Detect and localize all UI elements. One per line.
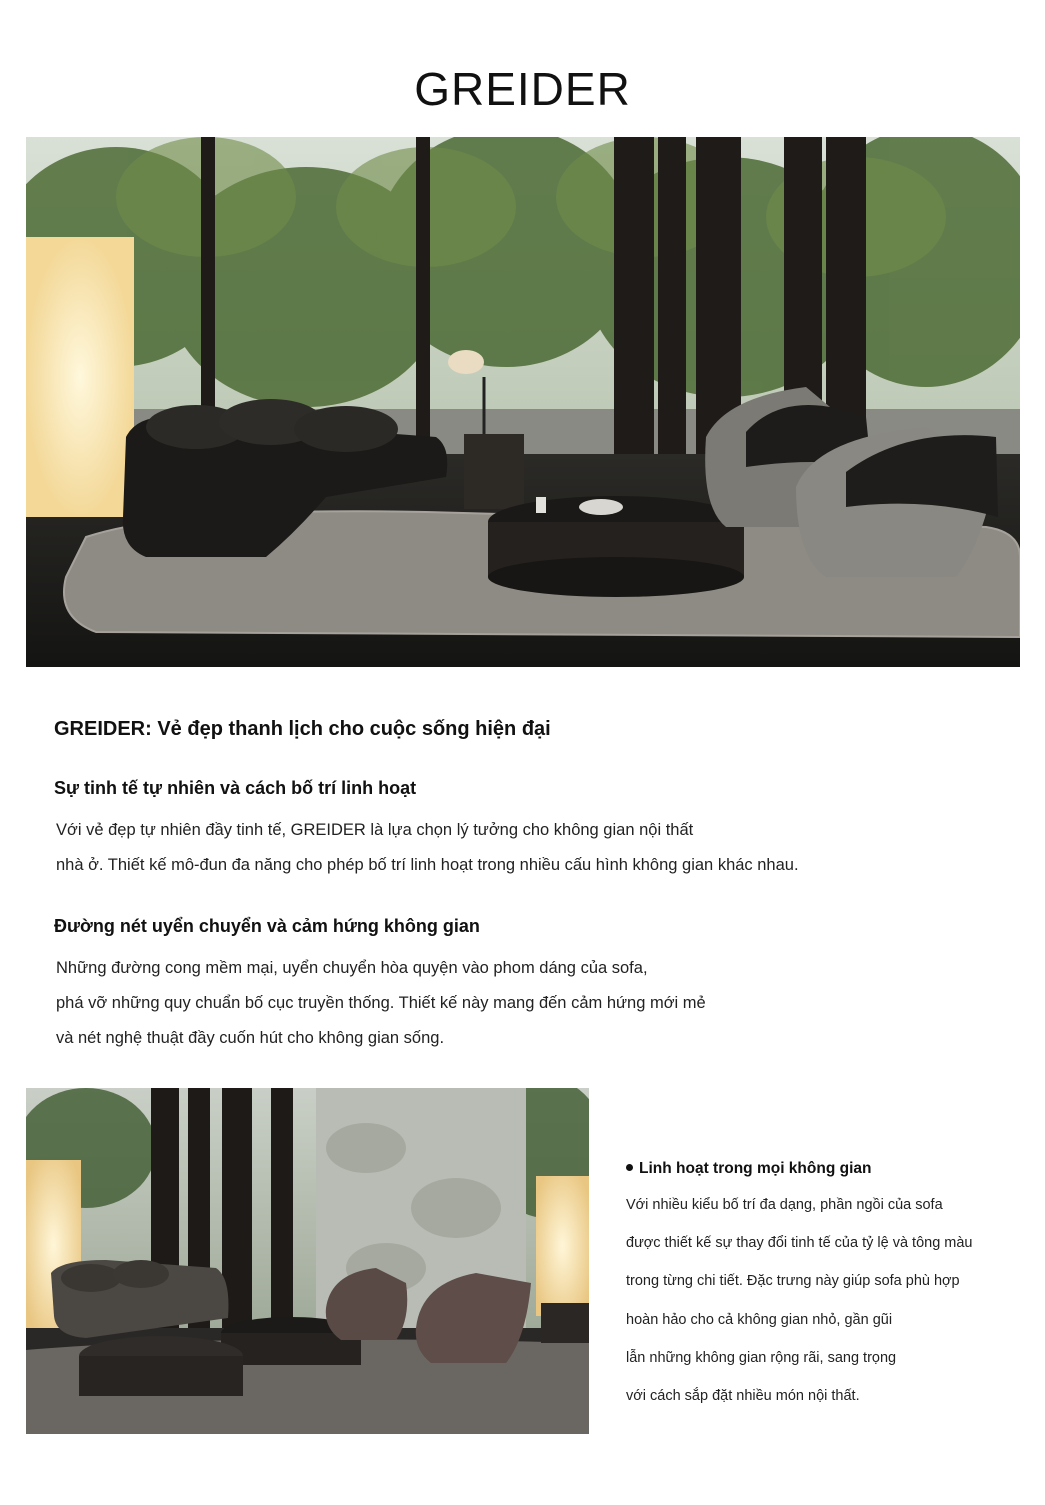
section2-line: phá vỡ những quy chuẩn bố cục truyền thống. Thiết kế này mang đến cảm hứng mới mẻ [56, 994, 706, 1012]
feature-line: Với nhiều kiểu bố trí đa dạng, phần ngồi của sofa [626, 1197, 943, 1213]
feature-line: được thiết kế sự thay đổi tinh tế của tỷ lệ và tông màu [626, 1235, 973, 1252]
feature-heading: Linh hoạt trong mọi không gian [639, 1160, 872, 1177]
feature-block [626, 1152, 1026, 1415]
living-room-illustration [26, 137, 1020, 667]
feature-line: trong từng chi tiết. Đặc trưng này giúp sofa phù hợp [626, 1273, 960, 1290]
feature-heading-row [626, 1152, 1026, 1186]
feature-line: hoàn hảo cho cả không gian nhỏ, gần gũi [626, 1311, 893, 1328]
section2-paragraph [56, 951, 706, 1056]
section1-heading: Sự tinh tế tự nhiên và cách bố trí linh hoạt [54, 778, 417, 798]
section1-line: Với vẻ đẹp tự nhiên đầy tinh tế, GREIDER là lựa chọn lý tưởng cho không gian nội thất [56, 821, 694, 839]
hero-photo [26, 137, 1020, 667]
lounge-illustration [26, 1088, 589, 1434]
section1-paragraph [56, 813, 799, 883]
feature-line: lẫn những không gian rộng rãi, sang trọng [626, 1349, 897, 1366]
feature-line: với cách sắp đặt nhiều món nội thất. [626, 1387, 860, 1404]
secondary-photo [26, 1088, 589, 1434]
intro-title: GREIDER: Vẻ đẹp thanh lịch cho cuộc sống hiện đại [54, 718, 551, 740]
brand-logo: GREIDER [414, 63, 631, 115]
bullet-icon [626, 1164, 633, 1171]
section2-line: Những đường cong mềm mại, uyển chuyển hòa quyện vào phom dáng của sofa, [56, 959, 648, 977]
section1-line: nhà ở. Thiết kế mô-đun đa năng cho phép bố trí linh hoạt trong nhiều cấu hình không gian khác nhau. [56, 856, 799, 874]
section2-line: và nét nghệ thuật đầy cuốn hút cho không gian sống. [56, 1029, 445, 1047]
section2-heading: Đường nét uyển chuyển và cảm hứng không gian [54, 916, 480, 936]
